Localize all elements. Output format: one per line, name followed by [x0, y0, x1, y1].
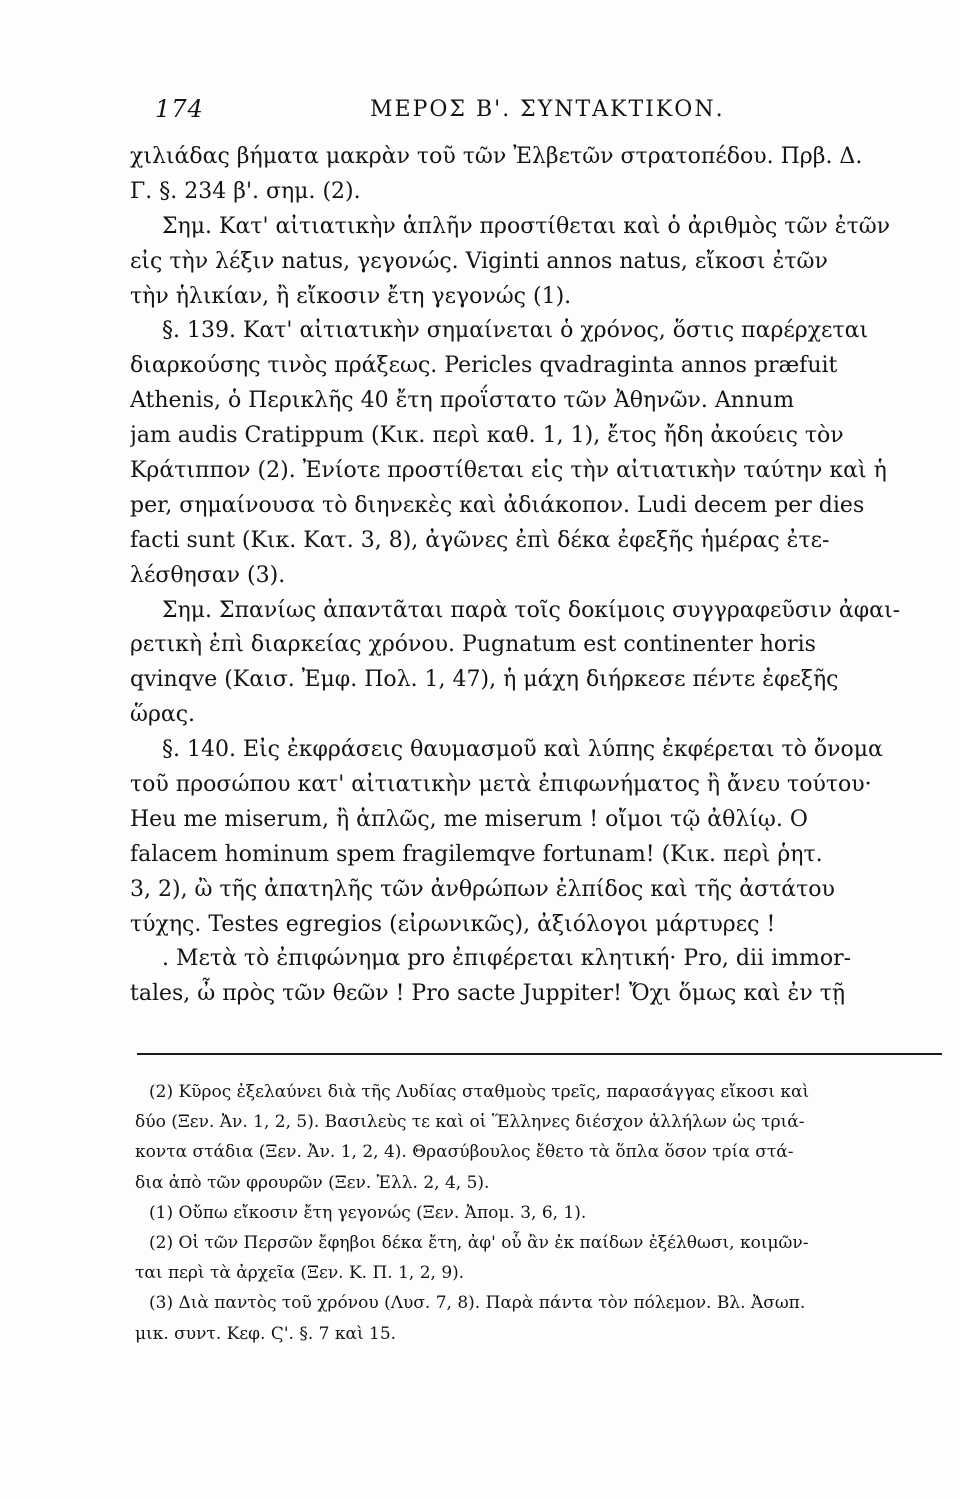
footnote-line: (3) Διὰ παντὸς τοῦ χρόνου (Λυσ. 7, 8). Παρὰ πάντα τὸν πόλεμον. Βλ. Ἀσωπ. [149, 1293, 806, 1314]
text-line: ρετικὴ ἐπὶ διαρκείας χρόνου. Pugnatum est continenter horis [130, 632, 816, 658]
text-line: falacem hominum spem fragilemqve fortunam! (Κικ. περὶ ῥητ. [130, 841, 823, 867]
footnote-line: κοντα στάδια (Ξεν. Ἀν. 1, 2, 4). Θρασύβουλος ἔθετο τὰ ὅπλα ὅσον τρία στά- [135, 1142, 794, 1163]
footnote-line: (1) Οὔπω εἴκοσιν ἔτη γεγονώς (Ξεν. Ἀπομ. 3, 6, 1). [149, 1202, 587, 1223]
footnote-line: ται περὶ τὰ ἀρχεῖα (Ξεν. Κ. Π. 1, 2, 9). [135, 1263, 465, 1284]
text-line: Γ. §. 234 β'. σημ. (2). [130, 178, 361, 204]
text-line: . Μετὰ τὸ ἐπιφώνημα pro ἐπιφέρεται κλητική· Pro, dii immor- [162, 946, 852, 972]
text-line: tales, ὦ πρὸς τῶν θεῶν ! Pro sacte Juppiter! Ὄχι ὅμως καὶ ἐν τῇ [130, 981, 846, 1007]
text-line: jam audis Cratippum (Κικ. περὶ καθ. 1, 1), ἔτος ἤδη ἀκούεις τὸν [130, 423, 844, 449]
text-line: λέσθησαν (3). [130, 562, 286, 588]
footnote-line: (2) Οἱ τῶν Περσῶν ἔφηβοι δέκα ἔτη, ἀφ' οὗ ἂν ἐκ παίδων ἐξέλθωσι, κοιμῶν- [149, 1232, 809, 1253]
footnote-line: δια ἀπὸ τῶν φρουρῶν (Ξεν. Ἑλλ. 2, 4, 5). [135, 1172, 490, 1193]
page-number: 174 [155, 95, 204, 123]
text-line: per, σημαίνουσα τὸ διηνεκὲς καὶ ἀδιάκοπον. Ludi decem per dies [130, 492, 865, 518]
text-line: Σημ. Κατ' αἰτιατικὴν ἁπλῆν προστίθεται καὶ ὁ ἀριθμὸς τῶν ἐτῶν [162, 213, 891, 239]
main-text [130, 140, 945, 1012]
text-line: Κράτιππον (2). Ἐνίοτε προστίθεται εἰς τὴν αἰτιατικὴν ταύτην καὶ ἡ [130, 458, 887, 484]
text-line: Athenis, ὁ Περικλῆς 40 ἔτη προΐστατο τῶν Ἀθηνῶν. Annum [130, 388, 795, 414]
footnote-divider [137, 1053, 942, 1055]
text-line: τοῦ προσώπου κατ' αἰτιατικὴν μετὰ ἐπιφωνήματος ἢ ἄνευ τούτου· [130, 772, 872, 798]
footnotes [135, 1077, 945, 1349]
section-heading-line: §. 140. Εἰς ἐκφράσεις θαυμασμοῦ καὶ λύπης ἐκφέρεται τὸ ὄνομα [162, 737, 883, 763]
text-line: τὴν ἡλικίαν, ἢ εἴκοσιν ἔτη γεγονώς (1). [130, 283, 572, 309]
footnote-line: μικ. συντ. Κεφ. Ϛ'. §. 7 καὶ 15. [135, 1323, 397, 1344]
text-line: χιλιάδας βήματα μακρὰν τοῦ τῶν Ἐλβετῶν στρατοπέδου. Πρβ. Δ. [130, 144, 863, 169]
text-line: qvinqve (Καισ. Ἐμφ. Πολ. 1, 47), ἡ μάχη διήρκεσε πέντε ἐφεξῆς [130, 667, 839, 693]
running-title: ΜΕΡΟΣ Β'. ΣΥΝΤΑΚΤΙΚΟΝ. [370, 97, 725, 122]
text-line: τύχης. Testes egregios (εἰρωνικῶς), ἀξιόλογοι μάρτυρες ! [130, 911, 776, 937]
text-line: διαρκούσης τινὸς πράξεως. Pericles qvadraginta annos præfuit [130, 353, 838, 379]
page-header [155, 95, 945, 135]
text-line: Heu me miserum, ἢ ἁπλῶς, me miserum ! οἴμοι τῷ ἀθλίῳ. O [130, 806, 808, 832]
text-line: εἰς τὴν λέξιν natus, γεγονώς. Viginti annos natus, εἴκοσι ἐτῶν [130, 248, 828, 274]
text-line: 3, 2), ὢ τῆς ἀπατηλῆς τῶν ἀνθρώπων ἐλπίδος καὶ τῆς ἀστάτου [130, 876, 835, 902]
footnote-line: (2) Κῦρος ἐξελαύνει διὰ τῆς Λυδίας σταθμοὺς τρεῖς, παρασάγγας εἴκοσι καὶ [149, 1082, 810, 1102]
text-line: facti sunt (Κικ. Κατ. 3, 8), ἀγῶνες ἐπὶ δέκα ἐφεξῆς ἡμέρας ἐτε- [130, 527, 830, 553]
text-line: Σημ. Σπανίως ἀπαντᾶται παρὰ τοῖς δοκίμοις συγγραφεῦσιν ἀφαι- [162, 597, 901, 623]
section-heading-line: §. 139. Κατ' αἰτιατικὴν σημαίνεται ὁ χρόνος, ὅστις παρέρχεται [162, 318, 869, 344]
footnote-line: δύο (Ξεν. Ἀν. 1, 2, 5). Βασιλεὺς τε καὶ οἱ Ἕλληνες διέσχον ἀλλήλων ὡς τριά- [135, 1112, 805, 1133]
text-line: ὥρας. [130, 702, 196, 728]
